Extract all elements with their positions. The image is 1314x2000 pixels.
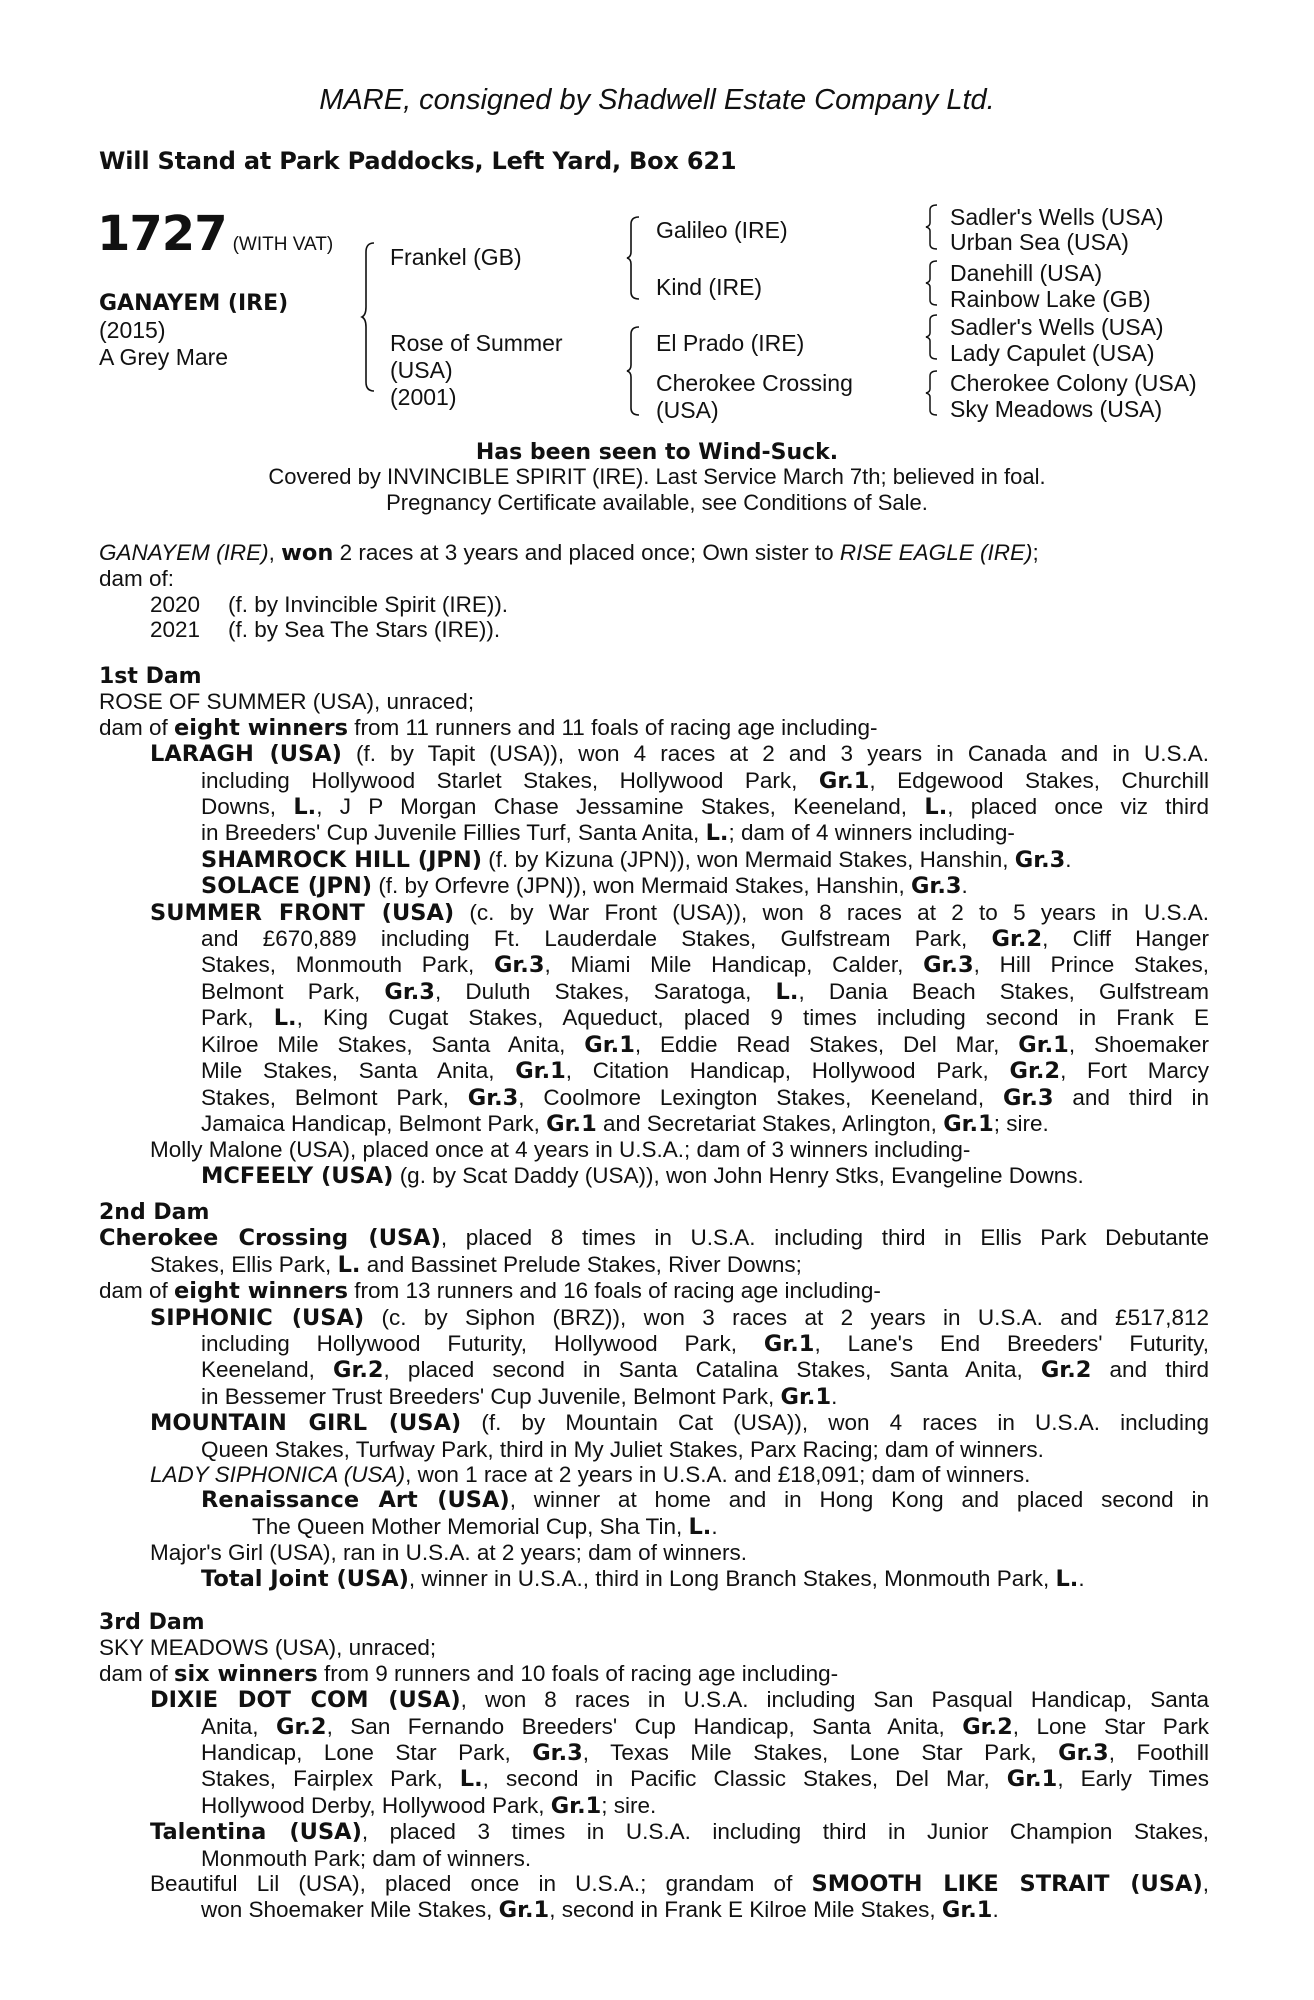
wind-suck-note: Has been seen to Wind-Suck. [475,440,839,465]
pedigree-g-dss: Sadler's Wells (USA) [950,314,1164,340]
lot-number: 1727 [97,206,227,262]
majors-girl-entry: Major's Girl (USA), ran in U.S.A. at 2 years; dam of winners. [150,1540,747,1566]
renaissance-art-entry: Renaissance Art (USA), winner at home and in Hong Kong and placed second in [201,1487,1210,1514]
pedigree-dam-dam-country: (USA) [656,397,719,423]
pedigree-g-ddd: Sky Meadows (USA) [950,396,1163,422]
second-dam-section: 2nd Dam Cherokee Crossing (USA), placed 8 times in U.S.A. including third in Ellis Park Debutante Stakes, Ellis Park, L. and Bassinet Prelude Stakes, River Downs; dam of eight winners from 13 runners and 16 foals of racing age including- SIPHONIC (USA) (c. by Siphon (BRZ)), won 3 races at 2 years in U.S.A. and £517,812 including Hollywood Futurity, Hollywood Park, Gr.1, Lane's End Breeders' Futurity, Keeneland, Gr.2, placed second in Santa Catalina Stakes, Santa Anita, Gr.2 and third in Bessemer Trust Breeders' Cup Juvenile, Belmont Park, Gr.1. MOUNTAIN GIRL (USA) (f. by Mountain Cat (USA)), won 4 races in U.S.A. including Queen Stakes, Turfway Park, third in My Juliet Stakes, Parx Racing; dam of winners. LADY SIPHONICA (USA), won 1 race at 2 years in U.S.A. and £18,091; dam of winners. Renaissance Art (USA), winner at home and in Hong Kong and placed second in The Queen Mother Memorial Cup, Sha Tin, L.. Major's Girl (USA), ran in U.S.A. at 2 years; dam of winners. Total Joint (USA), winner in U.S.A., third in Long Branch Stakes, Monmouth Park, L.. [99,1200,1210,1592]
pedigree-brace-elprado [926,314,938,360]
pedigree-brace-dam [627,326,641,416]
pedigree-g-sss: Sadler's Wells (USA) [950,204,1164,230]
own-sister-name: RISE EAGLE (IRE) [839,540,1033,565]
mcfeely-name: MCFEELY (USA) [201,1162,394,1189]
talentina-entry: Talentina (USA), placed 3 times in U.S.A. including third in Junior Champion Stakes, [150,1819,1209,1846]
produce-summary: GANAYEM (IRE), won 2 races at 3 years and placed once; Own sister to RISE EAGLE (IRE); [99,540,1039,566]
laragh-entry: LARAGH (USA) (f. by Tapit (USA)), won 4 races at 2 and 3 years in Canada and in U.S.A. [150,741,1209,768]
total-joint-entry: Total Joint (USA), winner in U.S.A., third in Long Branch Stakes, Monmouth Park, L.. [201,1565,1085,1592]
renaissance-art-name: Renaissance Art (USA) [201,1487,510,1514]
first-dam-name: ROSE OF SUMMER (USA), unraced; [99,689,475,715]
pedigree-brace-sire [627,216,641,300]
horse-identity [99,290,288,371]
summer-front-entry: SUMMER FRONT (USA) (c. by War Front (USA)), won 8 races at 2 to 5 years in U.S.A. [150,899,1209,926]
horse-year: (2015) [99,317,166,343]
pedigree-dam-dam [656,370,853,424]
pedigree-g-ssd: Urban Sea (USA) [950,229,1129,255]
mountain-girl-name: MOUNTAIN GIRL (USA) [150,1410,462,1437]
pedigree-brace-galileo [926,204,938,250]
second-dam-entry: Cherokee Crossing (USA), placed 8 times in U.S.A. including third in Ellis Park Debutante [99,1225,1209,1252]
consignor-line: MARE, consigned by Shadwell Estate Company Ltd. [319,84,995,116]
horse-name: GANAYEM (IRE) [99,291,289,316]
solace-name: SOLACE (JPN) [201,873,373,900]
foal-row: 2020 (f. by Invincible Spirit (IRE)). [149,591,509,617]
third-dam-record: dam of six winners from 9 runners and 10 foals of racing age including- [99,1660,839,1687]
first-dam-section: 1st Dam ROSE OF SUMMER (USA), unraced; dam of eight winners from 11 runners and 11 foals of racing age including- LARAGH (USA) (f. by Tapit (USA)), won 4 races at 2 and 3 years in Canada and in U.S.A. including Hollywood Starlet Stakes, Hollywood Park, Gr.1, Edgewood Stakes, Churchill Downs, L., J P Morgan Chase Jessamine Stakes, Keeneland, L., placed once viz third in Breeders' Cup Juvenile Fillies Turf, Santa Anita, L.; dam of 4 winners including- SHAMROCK HILL (JPN) (f. by Kizuna (JPN)), won Mermaid Stakes, Hanshin, Gr.3. SOLACE (JPN) (f. by Orfevre (JPN)), won Mermaid Stakes, Hanshin, Gr.3. SUMMER FRONT (USA) (c. by War Front (USA)), won 8 races at 2 to 5 years in U.S.A. and £670,889 including Ft. Lauderdale Stakes, Gulfstream Park, Gr.2, Cliff Hanger Stakes, Monmouth Park, Gr.3, Miami Mile Handicap, Calder, Gr.3, Hill Prince Stakes, Belmont Park, Gr.3, Duluth Stakes, Saratoga, L., Dania Beach Stakes, Gulfstream Park, L., King Cugat Stakes, Aqueduct, placed 9 times including second in Frank E Kilroe Mile Stakes, Santa Anita, Gr.1, Eddie Read Stakes, Del Mar, Gr.1, Shoemaker Mile Stakes, Santa Anita, Gr.1, Citation Handicap, Hollywood Park, Gr.2, Fort Marcy Stakes, Belmont Park, Gr.3, Coolmore Lexington Stakes, Keeneland, Gr.3 and third in Jamaica Handicap, Belmont Park, Gr.1 and Secretariat Stakes, Arlington, Gr.1; sire. Molly Malone (USA), placed once at 4 years in U.S.A.; dam of 3 winners including- MCFEELY (USA) (g. by Scat Daddy (USA)), won John Henry Stks, Evangeline Downs. [99,664,1210,1189]
pedigree-brace-main [362,242,376,392]
third-dam-name: SKY MEADOWS (USA), unraced; [99,1635,437,1661]
dixie-dot-com-entry: DIXIE DOT COM (USA), won 8 races in U.S.A. including San Pasqual Handicap, Santa [150,1687,1210,1714]
pedigree-dam-year: (2001) [390,384,457,410]
laragh-name: LARAGH (USA) [150,741,342,768]
pedigree-dam-country: (USA) [390,357,453,383]
siphonic-entry: SIPHONIC (USA) (c. by Siphon (BRZ)), won 3 races at 2 years in U.S.A. and £517,812 [150,1304,1209,1331]
pedigree-sire-dam: Kind (IRE) [656,274,763,300]
pedigree-g-sdd: Rainbow Lake (GB) [950,286,1151,312]
pedigree-dam-name: Rose of Summer [390,330,563,356]
produce-section [99,540,1209,643]
pedigree-brace-cherokee [926,370,938,416]
first-dam-record: dam of eight winners from 11 runners and 11 foals of racing age including- [99,714,878,741]
pedigree-dam-sire: El Prado (IRE) [656,330,805,356]
first-dam-heading: 1st Dam [99,664,202,689]
foal-row: 2021 (f. by Sea The Stars (IRE)). [149,617,501,643]
pedigree-g-dds: Cherokee Colony (USA) [950,370,1197,396]
pedigree-dam-dam-name: Cherokee Crossing [656,370,853,396]
second-dam-record: dam of eight winners from 13 runners and 16 foals of racing age including- [99,1278,881,1305]
shamrock-name: SHAMROCK HILL (JPN) [201,846,483,873]
second-dam-heading: 2nd Dam [99,1200,210,1225]
horse-description: A Grey Mare [99,344,229,370]
talentina-name: Talentina (USA) [150,1819,362,1846]
pregnancy-note: Pregnancy Certificate available, see Conditions of Sale. [386,490,928,515]
summer-front-name: SUMMER FRONT (USA) [150,899,455,926]
stand-location: Will Stand at Park Paddocks, Left Yard, Box 621 [99,147,737,175]
third-dam-section: 3rd Dam SKY MEADOWS (USA), unraced; dam of six winners from 9 runners and 10 foals of racing age including- DIXIE DOT COM (USA), won 8 races in U.S.A. including San Pasqual Handicap, Santa Anita, Gr.2, San Fernando Breeders' Cup Handicap, Santa Anita, Gr.2, Lone Star Park Handicap, Lone Star Park, Gr.3, Texas Mile Stakes, Lone Star Park, Gr.3, Foothill Stakes, Fairplex Park, L., second in Pacific Classic Stakes, Del Mar, Gr.1, Early Times Hollywood Derby, Hollywood Park, Gr.1; sire. Talentina (USA), placed 3 times in U.S.A. including third in Junior Champion Stakes, Monmouth Park; dam of winners. Beautiful Lil (USA), placed once in U.S.A.; grandam of SMOOTH LIKE STRAIT (USA), won Shoemaker Mile Stakes, Gr.1, second in Frank E Kilroe Mile Stakes, Gr.1. [99,1610,1210,1924]
mountain-girl-entry: MOUNTAIN GIRL (USA) (f. by Mountain Cat (USA)), won 4 races in U.S.A. including [150,1410,1209,1437]
produce-horse-name: GANAYEM (IRE) [99,540,269,565]
pedigree-brace-kind [926,260,938,306]
smooth-like-strait-name: SMOOTH LIKE STRAIT (USA) [811,1871,1203,1898]
second-dam-name: Cherokee Crossing (USA) [99,1225,441,1252]
total-joint-name: Total Joint (USA) [201,1565,409,1592]
dam-of-label: dam of: [99,566,175,592]
pedigree-g-sds: Danehill (USA) [950,260,1103,286]
third-dam-heading: 3rd Dam [99,1610,205,1635]
dixie-dot-com-name: DIXIE DOT COM (USA) [150,1687,461,1714]
pedigree-dam [390,330,563,411]
siphonic-name: SIPHONIC (USA) [150,1304,365,1331]
beautiful-lil-entry: Beautiful Lil (USA), placed once in U.S.A.; grandam of SMOOTH LIKE STRAIT (USA), [150,1871,1209,1898]
lot-heading [97,206,333,262]
lady-siphonica-name: LADY SIPHONICA (USA) [150,1462,406,1488]
pedigree-sire-sire: Galileo (IRE) [656,217,788,243]
mcfeely-entry: MCFEELY (USA) (g. by Scat Daddy (USA)), won John Henry Stks, Evangeline Downs. [201,1162,1084,1189]
molly-malone-entry: Molly Malone (USA), placed once at 4 years in U.S.A.; dam of 3 winners including- [150,1137,971,1163]
pedigree-sire: Frankel (GB) [390,244,522,270]
vat-note: (WITH VAT) [232,234,334,255]
lady-siphonica-entry: LADY SIPHONICA (USA), won 1 race at 2 years in U.S.A. and £18,091; dam of winners. [150,1462,1031,1488]
solace-entry: SOLACE (JPN) (f. by Orfevre (JPN)), won Mermaid Stakes, Hanshin, Gr.3. [201,873,968,900]
covering-note: Covered by INVINCIBLE SPIRIT (IRE). Last Service March 7th; believed in foal. [268,464,1046,489]
pedigree-g-dsd: Lady Capulet (USA) [950,340,1155,366]
shamrock-entry: SHAMROCK HILL (JPN) (f. by Kizuna (JPN)), won Mermaid Stakes, Hanshin, Gr.3. [201,846,1072,873]
